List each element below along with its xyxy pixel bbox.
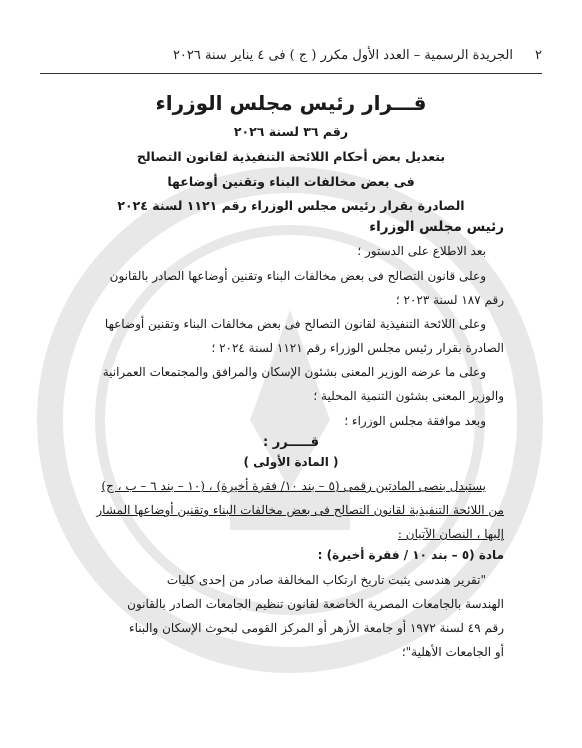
page-header: [40, 48, 542, 70]
preamble-line: وعلى ما عرضه الوزير المعنى بشئون الإسكان والمرافق والمجتمعات العمرانية: [102, 365, 486, 379]
decree-subject-3: الصادرة بقرار رئيس مجلس الوزراء رقم ١١٢١ لسنة ٢٠٢٤: [117, 198, 465, 213]
article-body-line: إليها ، النصان الآتيان :: [397, 527, 504, 541]
article-body-line: يستبدل بنصى المادتين رقمى (٥ – بند ١٠/ فقرة أخيرة) ، (١٠ – بند ٦ – ب ، ج): [101, 479, 486, 493]
gazette-issue-line: الجريدة الرسمية – العدد الأول مكرر ( ج ) فى ٤ يناير سنة ٢٠٢٦: [172, 48, 514, 63]
preamble-line: بعد الاطلاع على الدستور ؛: [357, 244, 486, 258]
decision-heading: قـــــرر :: [262, 435, 320, 450]
decree-subject-2: فى بعض مخالفات البناء وتقنين أوضاعها: [167, 174, 415, 189]
preamble-line: وعلى قانون التصالح فى بعض مخالفات البناء وتقنين أوضاعها الصادر بالقانون: [109, 269, 486, 283]
preamble-line: والوزير المعنى بشئون التنمية المحلية ؛: [313, 389, 504, 403]
header-rule: [40, 73, 542, 74]
issuer-heading: رئيس مجلس الوزراء: [369, 219, 504, 235]
article-body-line: من اللائحة التنفيذية لقانون التصالح فى بعض مخالفات البناء وتقنين أوضاعها المشار: [96, 503, 504, 517]
page-number: ٢: [535, 48, 542, 63]
subarticle-body-line: الهندسة بالجامعات المصرية الخاضعة لقانون تنظيم الجامعات الصادر بالقانون: [127, 597, 504, 611]
subarticle-body-line: "تقرير هندسى يثبت تاريخ ارتكاب المخالفة صادر من إحدى كليات: [166, 573, 486, 587]
article-heading: ( المادة الأولى ): [243, 455, 339, 469]
decree-title: قـــرار رئيس مجلس الوزراء: [155, 91, 427, 115]
decree-number: رقم ٣٦ لسنة ٢٠٢٦: [233, 124, 349, 139]
subarticle-body-line: أو الجامعات الأهلية"؛: [401, 645, 504, 659]
decree-subject-1: بتعديل بعض أحكام اللائحة التنفيذية لقانون التصالح: [136, 149, 446, 164]
subarticle-heading: مادة (٥ – بند ١٠ / فقرة أخيرة) :: [317, 548, 504, 562]
preamble-line: وعلى اللائحة التنفيذية لقانون التصالح فى بعض مخالفات البناء وتقنين أوضاعها: [104, 317, 486, 331]
preamble-line: الصادرة بقرار رئيس مجلس الوزراء رقم ١١٢١ لسنة ٢٠٢٤ ؛: [211, 341, 504, 355]
preamble-line: وبعد موافقة مجلس الوزراء ؛: [344, 414, 486, 428]
subarticle-body-line: رقم ٤٩ لسنة ١٩٧٢ أو جامعة الأزهر أو المركز القومى لبحوث الإسكان والبناء: [128, 621, 504, 635]
preamble-line: رقم ١٨٧ لسنة ٢٠٢٣ ؛: [395, 293, 504, 307]
